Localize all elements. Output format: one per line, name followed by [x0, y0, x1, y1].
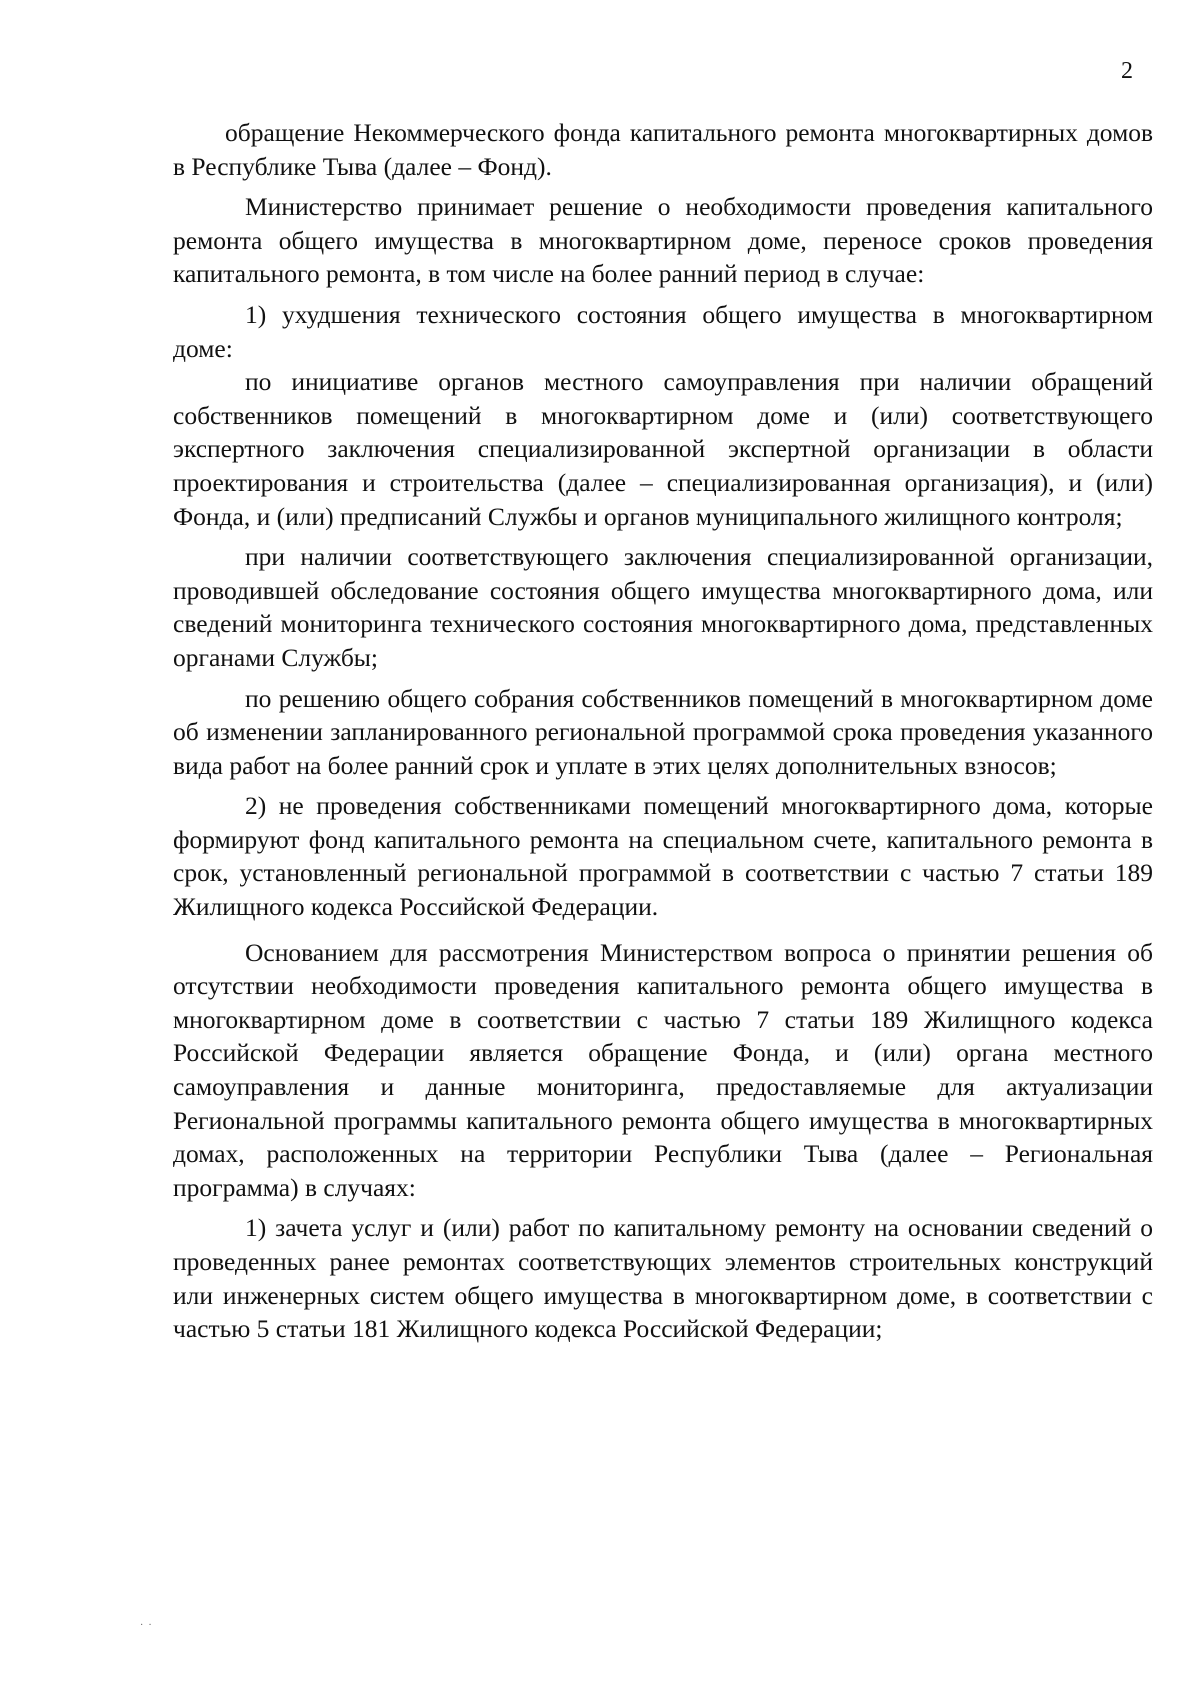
- paragraph-item-1: 1) ухудшения технического состояния общего имущества в многоквартирном доме:: [173, 299, 1153, 363]
- paragraph-basis: Основанием для рассмотрения Министерством вопроса о принятии решения об отсутствии необходимости проведения капитального ремонта общего имущества в многоквартирном доме в соответствии с частью 7 статьи 189 Жилищного кодекса Российской Федерации является обращение Фонда, и (или) органа местного самоуправления и данные мониторинга, предоставляемые для актуализации Региональной программы капитального ремонта общего имущества в многоквартирных домах, расположенных на территории Республики Тыва (далее – Региональная программа) в случаях:: [173, 937, 1153, 1202]
- paragraph-continuation: обращение Некоммерческого фонда капитального ремонта многоквартирных домов в Республике Тыва (далее – Фонд).: [173, 118, 1153, 181]
- page-number: 2: [1121, 58, 1133, 84]
- scan-artifact: · ·: [140, 1620, 152, 1631]
- paragraph-item-2: 2) не проведения собственниками помещений многоквартирного дома, которые формируют фонд капитального ремонта на специальном счете, капитального ремонта в срок, установленный региональной программой в соответствии с частью 7 статьи 189 Жилищного кодекса Российской Федерации.: [173, 791, 1153, 922]
- paragraph-specialized-conclusion: при наличии соответствующего заключения специализированной организации, проводившей обследование состояния общего имущества многоквартирного дома, или сведений мониторинга технического состояния многоквартирного дома, представленных органами Службы;: [173, 542, 1153, 672]
- paragraph-credit-services: 1) зачета услуг и (или) работ по капитальному ремонту на основании сведений о проведенных ранее ремонтах соответствующих элементов строительных конструкций или инженерных систем общего имущества в многоквартирном доме, в соответствии с частью 5 статьи 181 Жилищного кодекса Российской Федерации;: [173, 1213, 1153, 1344]
- document-body: [173, 116, 1153, 1346]
- paragraph-owners-meeting: по решению общего собрания собственников помещений в многоквартирном доме об изменении запланированного региональной программой срока проведения указанного вида работ на более ранний срок и уплате в этих целях дополнительных взносов;: [173, 683, 1153, 780]
- paragraph-ministry-decision: Министерство принимает решение о необходимости проведения капитального ремонта общего имущества в многоквартирном доме, переносе сроков проведения капитального ремонта, в том числе на более ранний период в случае:: [173, 192, 1153, 289]
- paragraph-local-initiative: по инициативе органов местного самоуправления при наличии обращений собственников помещений в многоквартирном доме и (или) соответствующего экспертного заключения специализированной экспертной организации в области проектирования и строительства (далее – специализированная организация), и (или) Фонда, и (или) предписаний Службы и органов муниципального жилищного контроля;: [173, 367, 1153, 531]
